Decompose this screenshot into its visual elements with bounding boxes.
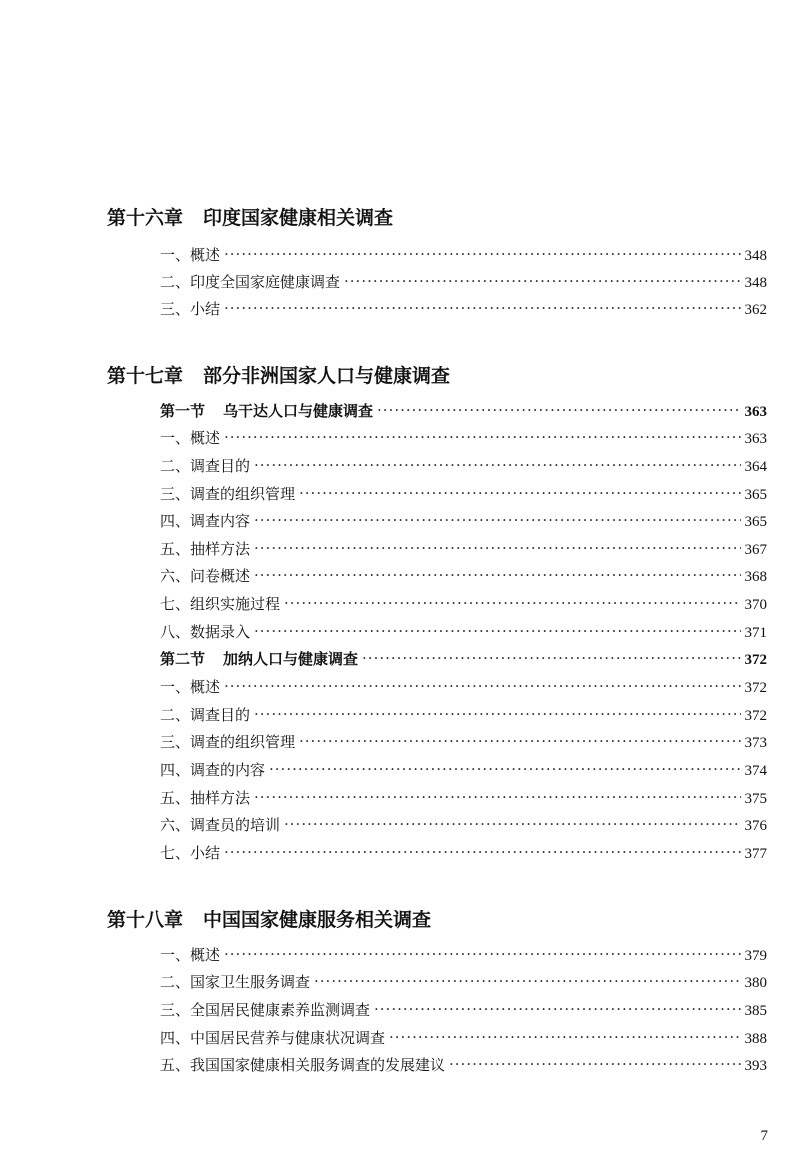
entry-label: 六、调查员的培训 [160,816,281,834]
leader-dots [254,704,740,724]
toc-entry[interactable] [160,539,767,560]
toc-entry[interactable] [160,788,767,809]
section-number: 第二节 [160,650,206,668]
leader-dots [224,244,740,264]
entry-label: 三、调查的组织管理 [160,485,296,503]
toc-entry[interactable] [160,272,767,293]
leader-dots [254,565,740,585]
leader-dots [224,676,740,696]
leader-dots [299,731,740,751]
leader-dots [299,483,740,503]
entry-page: 367 [744,542,767,558]
entry-label: 四、调查内容 [160,512,251,530]
chapter-title: 印度国家健康相关调查 [203,207,394,229]
page-number: 7 [760,1128,768,1144]
chapter-title: 中国国家健康服务相关调查 [203,909,432,931]
toc-entry[interactable] [160,705,767,726]
chapter-number: 第十七章 [107,365,184,387]
entry-page: 365 [744,487,767,503]
leader-dots [224,427,740,447]
section-title: 乌干达人口与健康调查 [223,402,374,420]
section-label [160,401,373,421]
entry-label: 五、抽样方法 [160,540,251,558]
leader-dots [254,455,740,475]
toc-entry[interactable] [160,484,767,505]
chapter-number: 第十六章 [107,207,184,229]
entry-page: 372 [744,680,767,696]
leader-dots [224,944,740,964]
entry-page: 368 [744,569,767,585]
entry-label: 八、数据录入 [160,623,251,641]
toc-entry[interactable] [160,622,767,643]
chapter-heading [107,908,767,932]
entry-label: 七、组织实施过程 [160,595,281,613]
leader-dots [254,510,740,530]
leader-dots [254,621,740,641]
toc-entry[interactable] [160,428,767,449]
entry-page: 377 [744,846,767,862]
entry-label: 三、小结 [160,300,221,318]
entry-label: 三、调查的组织管理 [160,733,296,751]
toc-entry[interactable] [160,732,767,753]
entry-label: 一、概述 [160,246,221,264]
chapter-number: 第十八章 [107,909,184,931]
leader-dots [377,400,740,420]
entry-page: 362 [744,302,767,318]
toc-entry[interactable] [160,677,767,698]
section-page: 363 [744,404,767,420]
entry-page: 370 [744,597,767,613]
leader-dots [224,298,740,318]
toc-entry[interactable] [160,299,767,320]
leader-dots [449,1054,740,1074]
toc-section-entry[interactable] [160,401,767,422]
toc-entry[interactable] [160,760,767,781]
toc-entry[interactable] [160,511,767,532]
section-label [160,649,358,669]
leader-dots [362,648,740,668]
leader-dots [284,814,740,834]
leader-dots [254,538,740,558]
toc-entry[interactable] [160,1055,767,1076]
entry-label: 一、概述 [160,678,221,696]
toc-entry[interactable] [160,843,767,864]
entry-page: 385 [744,1003,767,1019]
entry-page: 380 [744,975,767,991]
entry-label: 一、概述 [160,946,221,964]
entry-page: 393 [744,1058,767,1074]
entry-label: 四、中国居民营养与健康状况调查 [160,1029,386,1047]
entry-page: 373 [744,735,767,751]
leader-dots [374,999,740,1019]
toc-entry[interactable] [160,456,767,477]
entry-page: 374 [744,763,767,779]
entry-page: 388 [744,1031,767,1047]
entry-page: 379 [744,948,767,964]
leader-dots [344,271,740,291]
entry-page: 376 [744,818,767,834]
entry-page: 363 [744,431,767,447]
leader-dots [254,787,740,807]
section-page: 372 [744,652,767,668]
entry-page: 348 [744,275,767,291]
leader-dots [284,593,740,613]
section-title: 加纳人口与健康调查 [223,650,359,668]
toc-entry[interactable] [160,566,767,587]
entry-label: 二、印度全国家庭健康调查 [160,273,341,291]
toc-entry[interactable] [160,245,767,266]
entry-label: 二、调查目的 [160,457,251,475]
entry-page: 371 [744,625,767,641]
toc-entry[interactable] [160,1028,767,1049]
entry-label: 二、国家卫生服务调查 [160,973,311,991]
toc-entry[interactable] [160,815,767,836]
entry-page: 365 [744,514,767,530]
chapter-title: 部分非洲国家人口与健康调查 [203,365,451,387]
entry-label: 五、抽样方法 [160,789,251,807]
toc-entry[interactable] [160,972,767,993]
section-number: 第一节 [160,402,206,420]
entry-page: 375 [744,791,767,807]
entry-label: 四、调查的内容 [160,761,266,779]
entry-label: 三、全国居民健康素养监测调查 [160,1001,371,1019]
entry-page: 364 [744,459,767,475]
entry-label: 六、问卷概述 [160,567,251,585]
leader-dots [224,842,740,862]
leader-dots [314,971,740,991]
entry-label: 一、概述 [160,429,221,447]
chapter-heading [107,364,767,388]
entry-page: 348 [744,248,767,264]
leader-dots [269,759,740,779]
chapter-heading [107,206,767,230]
entry-label: 七、小结 [160,844,221,862]
entry-label: 五、我国国家健康相关服务调查的发展建议 [160,1056,446,1074]
toc-entry[interactable] [160,1000,767,1021]
toc-entry[interactable] [160,945,767,966]
entry-page: 372 [744,708,767,724]
leader-dots [389,1027,740,1047]
entry-label: 二、调查目的 [160,706,251,724]
toc-entry[interactable] [160,594,767,615]
toc-section-entry[interactable] [160,649,767,670]
